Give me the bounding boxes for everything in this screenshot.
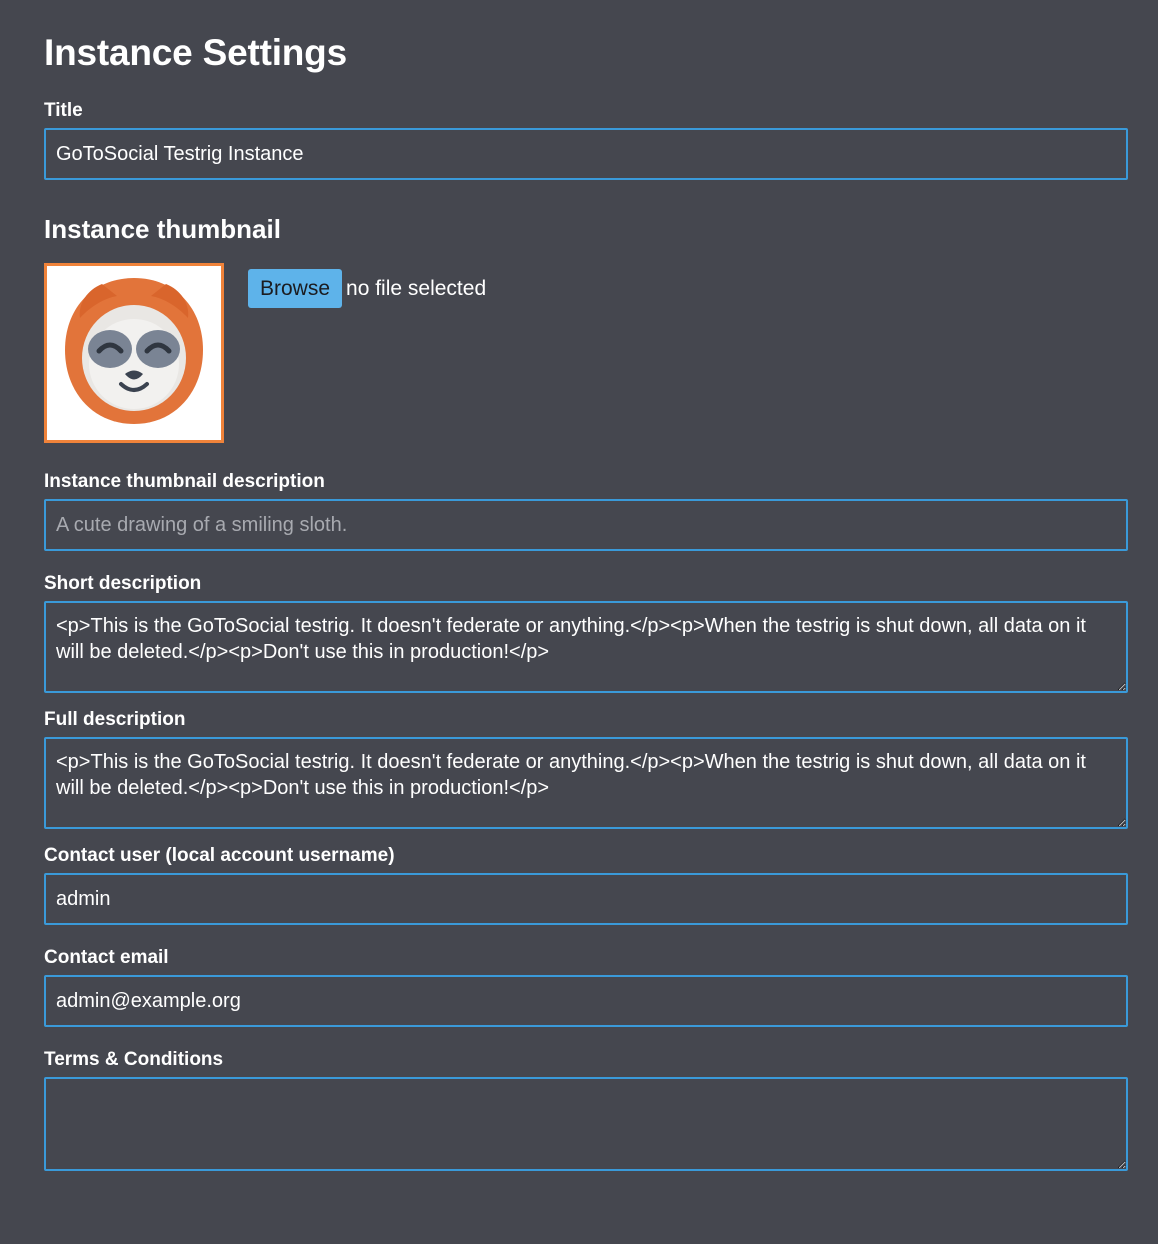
field-terms-conditions [44,1049,1128,1171]
label-contact-user: Contact user (local account username) [44,845,395,866]
terms-conditions-textarea[interactable] [44,1077,1128,1171]
file-picker [248,269,486,308]
field-full-description [44,709,1128,829]
field-short-description [44,573,1128,693]
sloth-icon [47,266,221,440]
field-contact-user [44,845,1128,925]
page-title: Instance Settings [44,32,347,73]
thumbnail-description-input[interactable] [44,499,1128,551]
instance-thumbnail-heading: Instance thumbnail [44,214,281,244]
short-description-textarea[interactable] [44,601,1128,693]
label-contact-email: Contact email [44,947,169,968]
label-thumbnail-description: Instance thumbnail description [44,471,325,492]
field-title [44,100,1128,180]
browse-button[interactable]: Browse [248,269,342,308]
title-input[interactable] [44,128,1128,180]
field-contact-email [44,947,1128,1027]
label-full-description: Full description [44,709,186,730]
contact-user-input[interactable] [44,873,1128,925]
field-thumbnail-description [44,471,1128,551]
instance-thumbnail-preview [44,263,224,443]
label-short-description: Short description [44,573,202,594]
full-description-textarea[interactable] [44,737,1128,829]
thumbnail-row [44,263,1128,443]
file-status-text: no file selected [346,276,487,300]
contact-email-input[interactable] [44,975,1128,1027]
label-terms-conditions: Terms & Conditions [44,1049,224,1070]
label-title: Title [44,100,83,121]
